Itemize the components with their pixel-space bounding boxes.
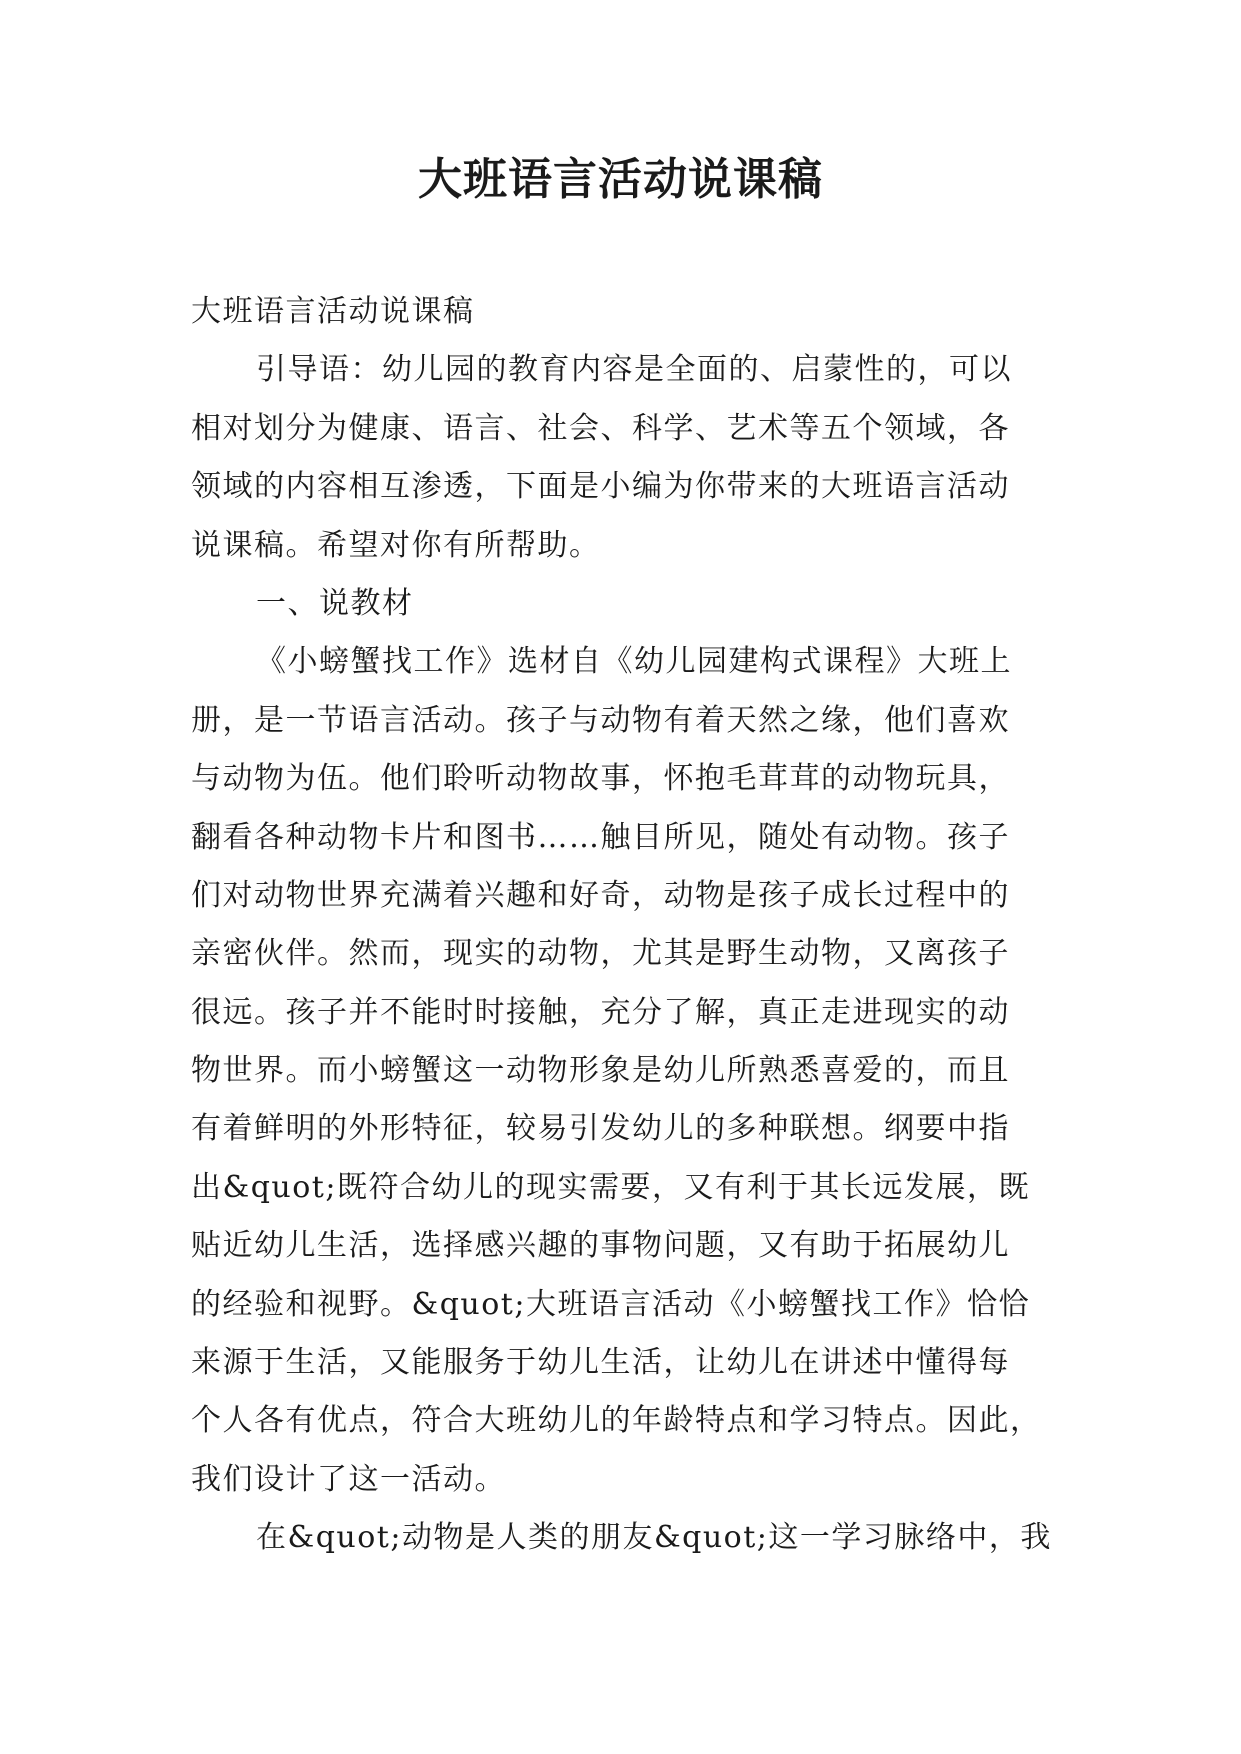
body-line: 说课稿。希望对你有所帮助。 bbox=[191, 527, 601, 563]
body-line: 来源于生活，又能服务于幼儿生活，让幼儿在讲述中懂得每 bbox=[191, 1345, 1010, 1381]
body-line: 的经验和视野。&quot;大班语言活动《小螃蟹找工作》恰恰 bbox=[191, 1286, 1030, 1322]
body-line: 引导语：幼儿园的教育内容是全面的、启蒙性的，可以 bbox=[256, 352, 1012, 388]
section-heading: 一、说教材 bbox=[256, 585, 414, 621]
body-line: 翻看各种动物卡片和图书……触目所见，随处有动物。孩子 bbox=[191, 819, 1010, 855]
body-line: 领域的内容相互渗透，下面是小编为你带来的大班语言活动 bbox=[191, 469, 1010, 505]
body-line: 与动物为伍。他们聆听动物故事，怀抱毛茸茸的动物玩具， bbox=[191, 761, 1010, 797]
body-line: 相对划分为健康、语言、社会、科学、艺术等五个领域，各 bbox=[191, 410, 1010, 446]
document-title: 大班语言活动说课稿 bbox=[418, 154, 823, 205]
body-line: 在&quot;动物是人类的朋友&quot;这一学习脉络中，我 bbox=[256, 1520, 1052, 1556]
body-line: 大班语言活动说课稿 bbox=[191, 294, 475, 329]
body-line: 有着鲜明的外形特征，较易引发幼儿的多种联想。纲要中指 bbox=[191, 1111, 1010, 1147]
body-line: 们对动物世界充满着兴趣和好奇，动物是孩子成长过程中的 bbox=[191, 877, 1010, 913]
body-line: 册，是一节语言活动。孩子与动物有着天然之缘，他们喜欢 bbox=[191, 702, 1010, 738]
body-line: 出&quot;既符合幼儿的现实需要，又有利于其长远发展，既 bbox=[191, 1169, 1030, 1205]
body-line: 亲密伙伴。然而，现实的动物，尤其是野生动物，又离孩子 bbox=[191, 936, 1010, 972]
body-line: 很远。孩子并不能时时接触，充分了解，真正走进现实的动 bbox=[191, 994, 1010, 1030]
body-line: 物世界。而小螃蟹这一动物形象是幼儿所熟悉喜爱的，而且 bbox=[191, 1053, 1010, 1089]
body-line: 《小螃蟹找工作》选材自《幼儿园建构式课程》大班上 bbox=[256, 644, 1012, 680]
document-body bbox=[191, 283, 1071, 1568]
body-line: 个人各有优点，符合大班幼儿的年龄特点和学习特点。因此， bbox=[191, 1403, 1042, 1439]
body-line: 贴近幼儿生活，选择感兴趣的事物问题，又有助于拓展幼儿 bbox=[191, 1228, 1010, 1264]
body-line: 我们设计了这一活动。 bbox=[191, 1461, 506, 1497]
